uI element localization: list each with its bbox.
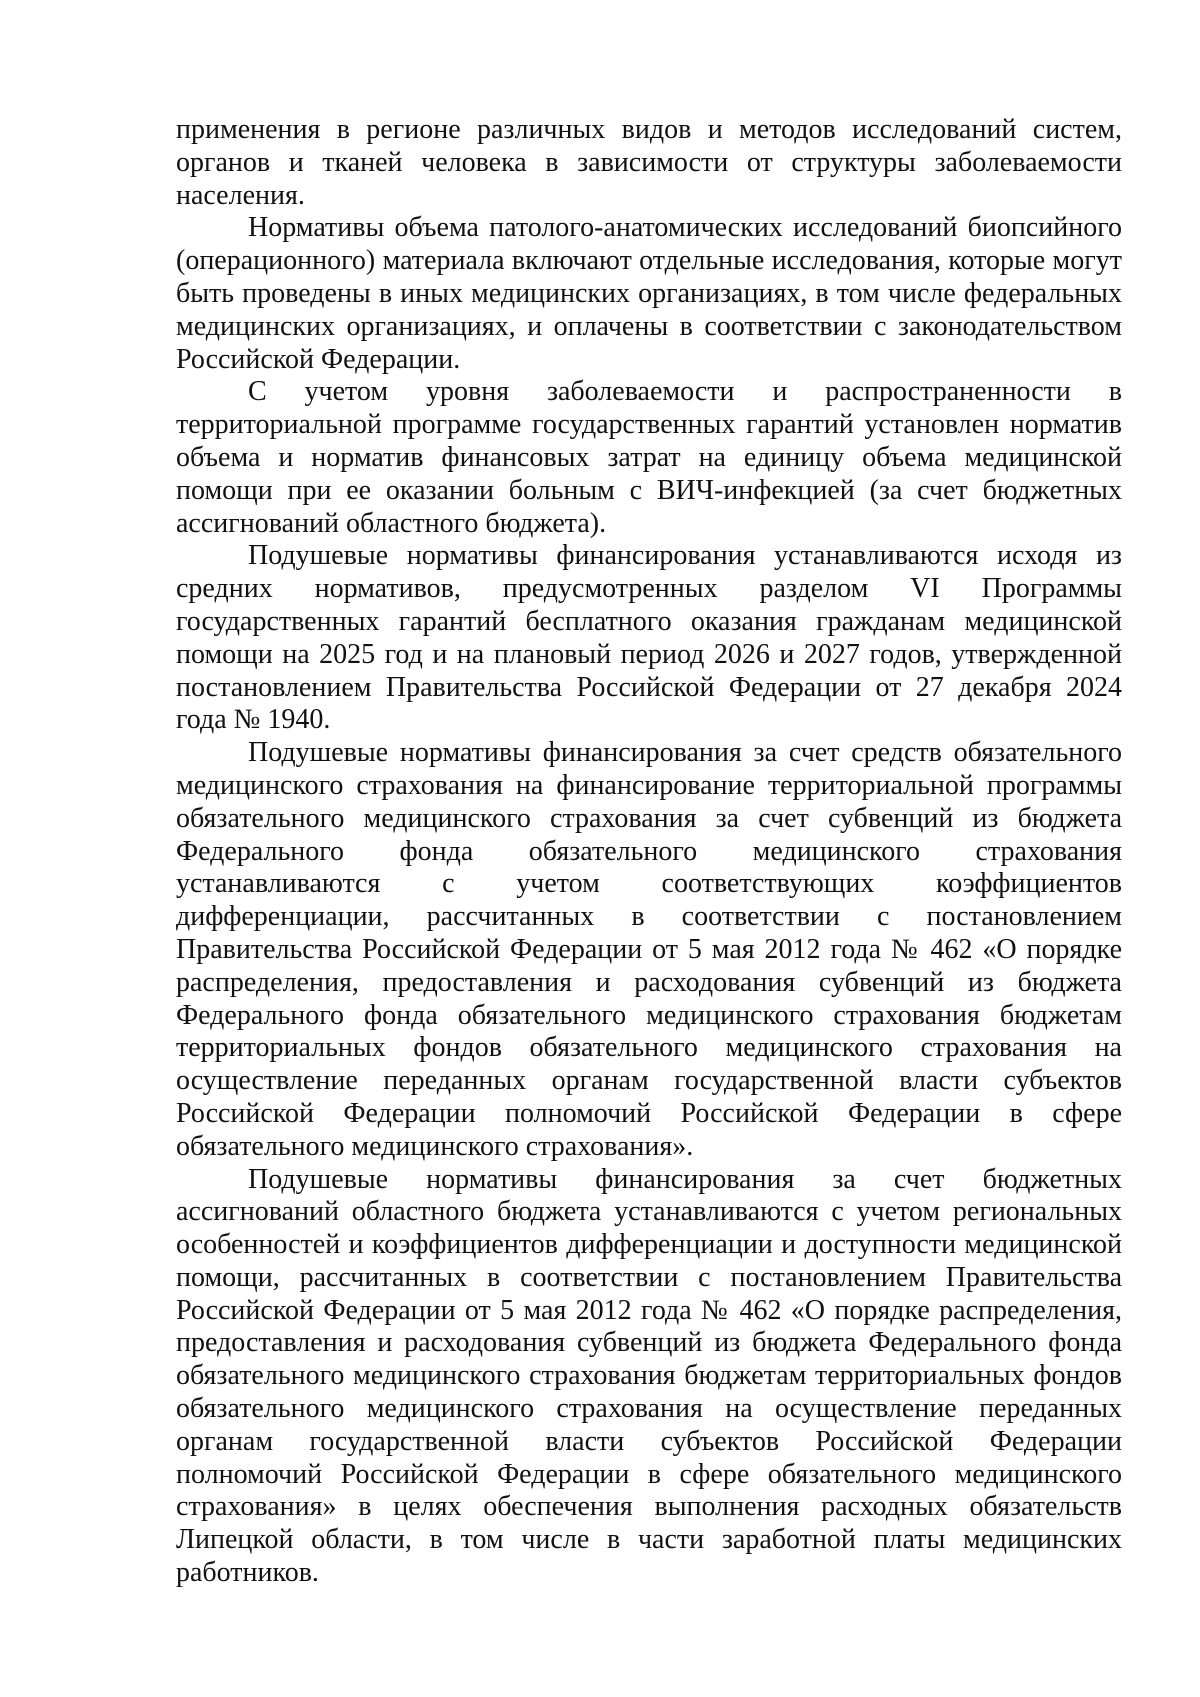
paragraph-per-capita-norms: Подушевые нормативы финансирования устанавливаются исходя из средних нормативов, предусмотренных разделом VI Программы государственных гарантий бесплатного оказания гражданам медицинской помощи на 2025 год и на плановый период 2026 и 2027 годов, утвержденной постановлением Правительства Российской Федерации от 27 декабря 2024 года № 1940. — [176, 540, 1122, 736]
paragraph-oms-norms: Подушевые нормативы финансирования за счет средств обязательного медицинского страхования на финансирование территориальной программы обязательного медицинского страхования за счет субвенций из бюджета Федерального фонда обязательного медицинского страхования устанавливаются с учетом соответствующих коэффициентов дифференциации, рассчитанных в соответствии с постановлением Правительства Российской Федерации от 5 мая 2012 года № 462 «О порядке распределения, предоставления и расходования субвенций из бюджета Федерального фонда обязательного медицинского страхования бюджетам территориальных фондов обязательного медицинского страхования на осуществление переданных органам государственной власти субъектов Российской Федерации полномочий Российской Федерации в сфере обязательного медицинского страхования». — [176, 737, 1122, 1162]
paragraph-continuation: применения в регионе различных видов и методов исследований систем, органов и тканей человека в зависимости от структуры заболеваемости населения. — [176, 114, 1122, 211]
document-page — [176, 114, 1122, 1590]
paragraph-regional-budget-norms: Подушевые нормативы финансирования за счет бюджетных ассигнований областного бюджета устанавливаются с учетом региональных особенностей и коэффициентов дифференциации и доступности медицинской помощи, рассчитанных в соответствии с постановлением Правительства Российской Федерации от 5 мая 2012 года № 462 «О порядке распределения, предоставления и расходования субвенций из бюджета Федерального фонда обязательного медицинского страхования бюджетам территориальных фондов обязательного медицинского страхования на осуществление переданных органам государственной власти субъектов Российской Федерации полномочий Российской Федерации в сфере обязательного медицинского страхования» в целях обеспечения выполнения расходных обязательств Липецкой области, в том числе в части заработной платы медицинских работников. — [176, 1163, 1122, 1589]
paragraph-pathology-norms: Нормативы объема патолого-анатомических исследований биопсийного (операционного) материала включают отдельные исследования, которые могут быть проведены в иных медицинских организациях, в том числе федеральных медицинских организациях, и оплачены в соответствии с законодательством Российской Федерации. — [176, 212, 1122, 375]
paragraph-hiv-norms: С учетом уровня заболеваемости и распространенности в территориальной программе государственных гарантий установлен норматив объема и норматив финансовых затрат на единицу объема медицинской помощи при ее оказании больным с ВИЧ-инфекцией (за счет бюджетных ассигнований областного бюджета). — [176, 376, 1122, 539]
